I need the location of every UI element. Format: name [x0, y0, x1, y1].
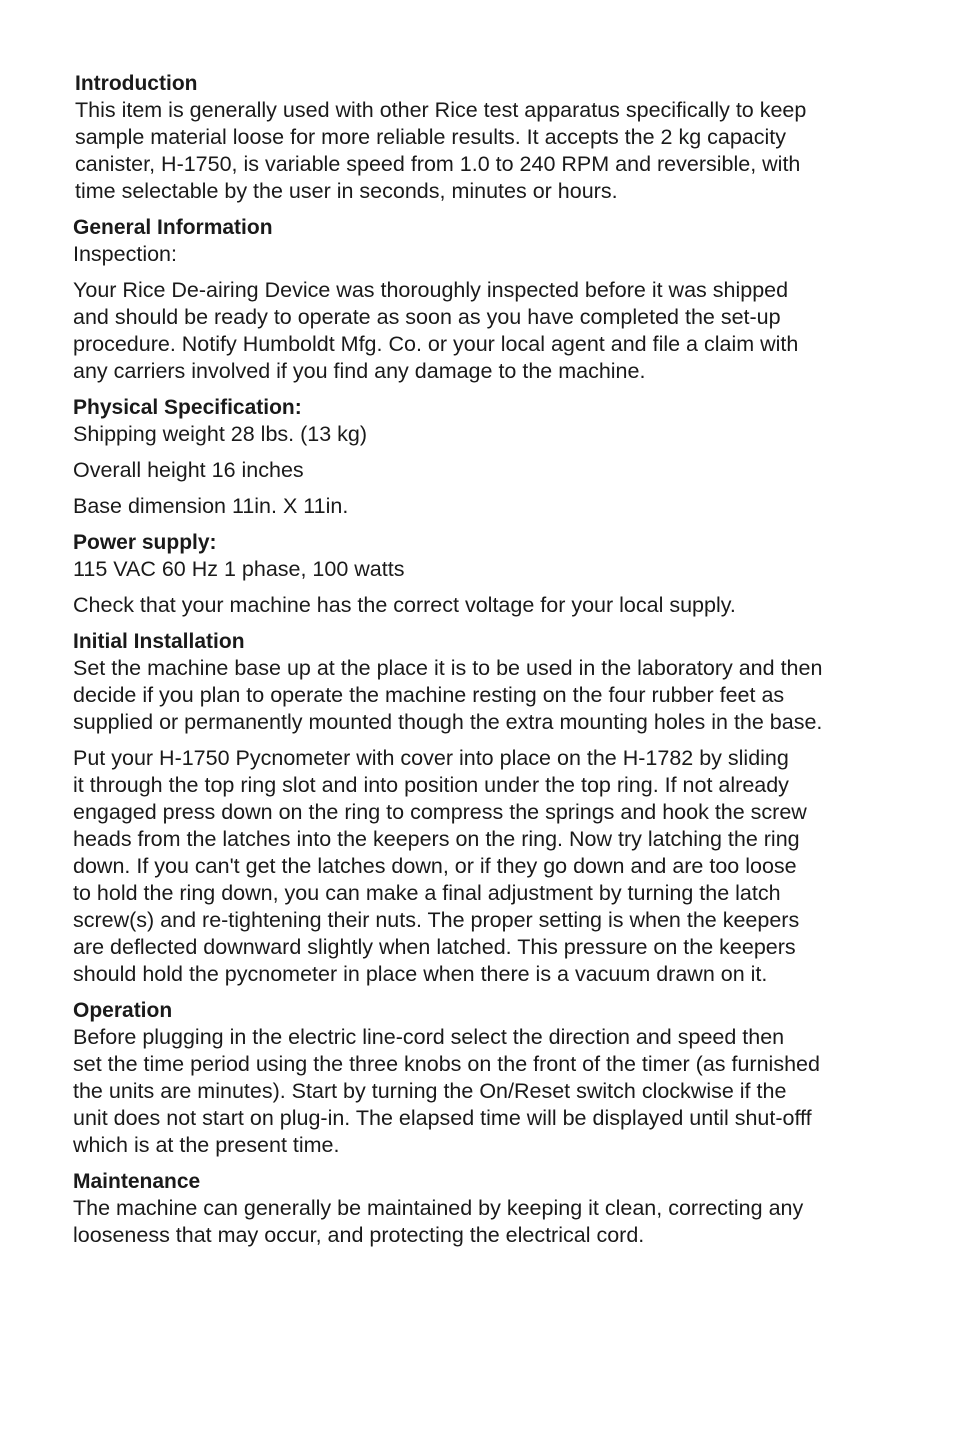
section-power-supply [73, 529, 893, 619]
section-initial-installation [73, 628, 893, 988]
section-maintenance [73, 1168, 893, 1249]
section-introduction [73, 70, 893, 205]
section-heading: Power supply: [73, 531, 217, 554]
section-paragraph: Shipping weight 28 lbs. (13 kg) [73, 422, 368, 446]
section-heading: Physical Specification: [73, 396, 302, 419]
section-heading: Introduction [75, 72, 198, 95]
section-paragraph: Check that your machine has the correct voltage for your local supply. [73, 593, 736, 617]
section-paragraph: Overall height 16 inches [73, 458, 304, 482]
section-paragraph: Your Rice De-airing Device was thoroughly inspected before it was shipped and should be ready to operate as soon as you have completed the set-up procedure. Notify Humboldt Mfg. Co. or your local agent and file a claim with any carriers involved if you find any damage to the machine. [73, 278, 799, 383]
document-page [73, 70, 893, 1258]
section-general-information [73, 214, 893, 385]
section-paragraph: Put your H-1750 Pycnometer with cover into place on the H-1782 by sliding it through the top ring slot and into position under the top ring. If not already engaged press down on the ring to compress the springs and hook the screw heads from the latches into the keepers on the ring. Now try latching the ring down. If you can't get the latches down, or if they go down and are too loose to hold the ring down, you can make a final adjustment by turning the latch screw(s) and re-tightening their nuts. The proper setting is when the keepers are deflected downward slightly when latched. This pressure on the keepers should hold the pycnometer in place when there is a vacuum drawn on it. [73, 746, 807, 986]
section-paragraph: 115 VAC 60 Hz 1 phase, 100 watts [73, 557, 405, 581]
section-heading: Maintenance [73, 1170, 201, 1193]
section-paragraph: Base dimension 11in. X 11in. [73, 494, 349, 518]
section-operation [73, 997, 893, 1159]
section-paragraph: Inspection: [73, 242, 177, 266]
section-paragraph: This item is generally used with other Rice test apparatus specifically to keep sample material loose for more reliable results. It accepts the 2 kg capacity canister, H-1750, is variable speed from 1.0 to 240 RPM and reversible, with time selectable by the user in seconds, minutes or hours. [75, 98, 807, 203]
section-physical-specification [73, 394, 893, 520]
section-paragraph: Before plugging in the electric line-cord select the direction and speed then set the time period using the three knobs on the front of the timer (as furnished the units are minutes). Start by turning the On/Reset switch clockwise if the unit does not start on plug-in. The elapsed time will be displayed until shut-offf which is at the present time. [73, 1025, 820, 1157]
section-heading: Initial Installation [73, 630, 245, 653]
section-heading: General Information [73, 216, 273, 239]
section-paragraph: The machine can generally be maintained by keeping it clean, correcting any looseness that may occur, and protecting the electrical cord. [73, 1196, 804, 1247]
section-paragraph: Set the machine base up at the place it is to be used in the laboratory and then decide if you plan to operate the machine resting on the four rubber feet as supplied or permanently mounted though the extra mounting holes in the base. [73, 656, 823, 734]
section-heading: Operation [73, 999, 173, 1022]
